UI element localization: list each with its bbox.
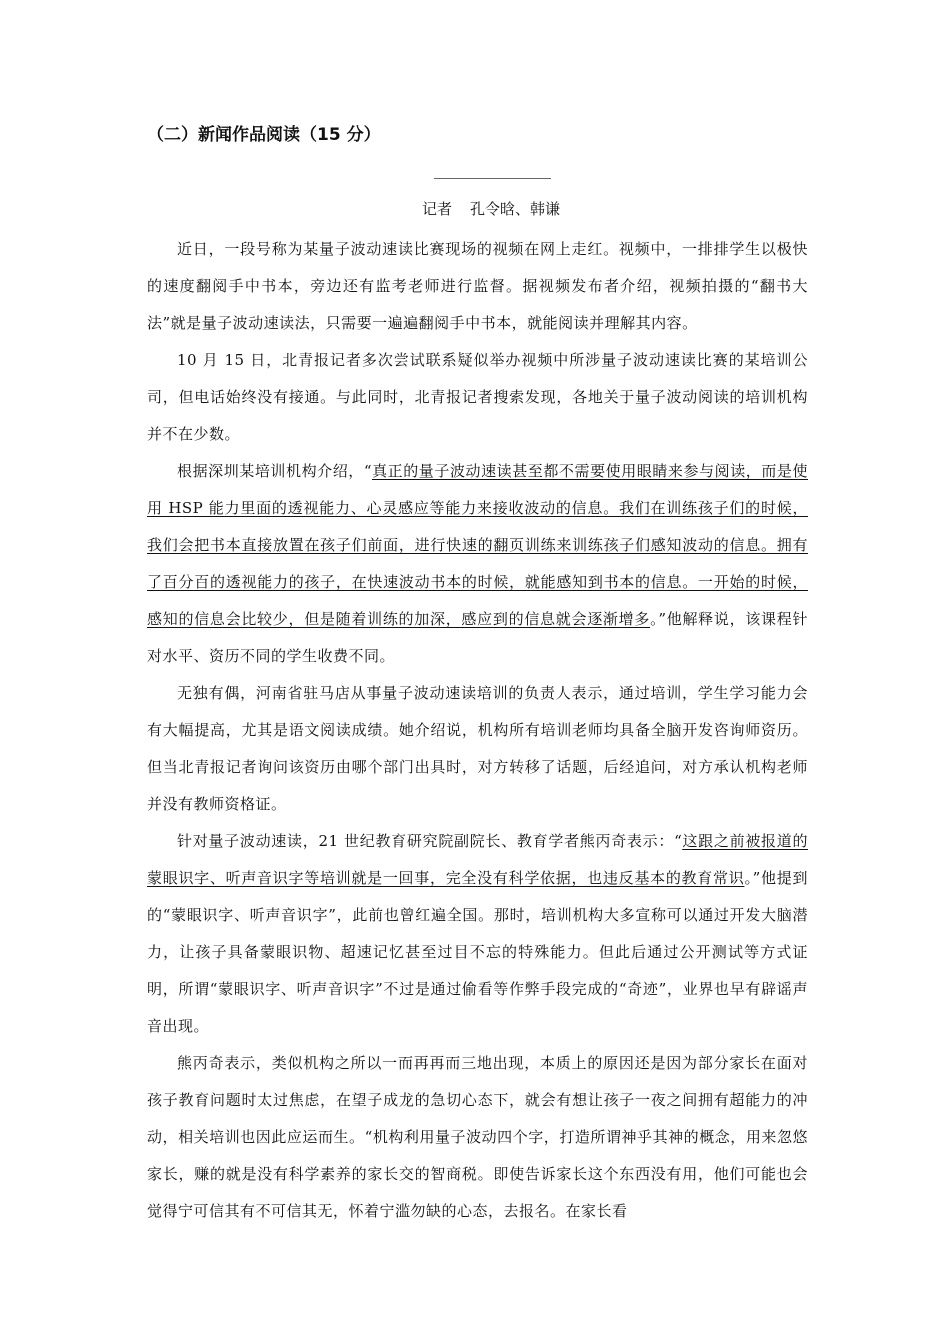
byline: [0, 195, 950, 223]
paragraph-5-lead: 针对量子波动速读，21 世纪教育研究院副院长、教育学者熊丙奇表示：“: [177, 832, 683, 850]
byline-names: 孔令晗、韩谦: [470, 200, 561, 218]
paragraph-3-lead: 根据深圳某培训机构介绍，“: [177, 462, 373, 480]
paragraph-3-tail: 。”他解释说，该课程针对水平、资历不同的学生收费不同。: [147, 610, 808, 665]
paragraph-2: 10 月 15 日，北青报记者多次尝试联系疑似举办视频中所涉量子波动速读比赛的某培训公司，但电话始终没有接通。与此同时，北青报记者搜索发现，各地关于量子波动阅读的培训机构并不在少数。: [147, 351, 808, 443]
underlined-quote-1: 真正的量子波动速读甚至都不需要使用眼睛来参与阅读，而是使用 HSP 能力里面的透视能力、心灵感应等能力来接收波动的信息。我们在训练孩子们的时候，我们会把书本直接放置在孩子们前面，进行快速的翻页训练来训练孩子们感知波动的信息。拥有了百分百的透视能力的孩子，在快速波动书本的时候，就能感知到书本的信息。一开始的时候，感知的信息会比较少，但是随着训练的加深，感应到的信息就会逐渐增多: [147, 462, 808, 628]
paragraph-4: 无独有偶，河南省驻马店从事量子波动速读培训的负责人表示，通过培训，学生学习能力会有大幅提高，尤其是语文阅读成绩。她介绍说，机构所有培训老师均具备全脑开发咨询师资历。但当北青报记者询问该资历由哪个部门出具时，对方转移了话题，后经追问，对方承认机构老师并没有教师资格证。: [147, 684, 808, 813]
section-title: （二）新闻作品阅读（15 分）: [147, 125, 381, 145]
title-blank-line: [434, 178, 551, 179]
byline-role: 记者: [421, 200, 452, 218]
paragraph-1: 近日，一段号称为某量子波动速读比赛现场的视频在网上走红。视频中，一排排学生以极快的速度翻阅手中书本，旁边还有监考老师进行监督。据视频发布者介绍，视频拍摄的“翻书大法”就是量子波动速读法，只需要一遍遍翻阅手中书本，就能阅读并理解其内容。: [147, 240, 808, 332]
paragraph-3: [147, 453, 808, 675]
paragraph-6: 熊丙奇表示，类似机构之所以一而再再而三地出现，本质上的原因还是因为部分家长在面对孩子教育问题时太过焦虑，在望子成龙的急切心态下，就会有想让孩子一夜之间拥有超能力的冲动，相关培训也因此应运而生。“机构利用量子波动四个字，打造所谓神乎其神的概念，用来忽悠家长，赚的就是没有科学素养的家长交的智商税。即使告诉家长这个东西没有用，他们可能也会觉得宁可信其有不可信其无，怀着宁滥勿缺的心态，去报名。在家长看: [147, 1054, 808, 1220]
article-body: [147, 231, 808, 1230]
paragraph-5-tail: 。”他提到的“蒙眼识字、听声音识字”，此前也曾红遍全国。那时，培训机构大多宣称可以通过开发大脑潜力，让孩子具备蒙眼识物、超速记忆甚至过目不忘的特殊能力。但此后通过公开测试等方式证明，所谓“蒙眼识字、听声音识字”不过是通过偷看等作弊手段完成的“奇迹”，业界也早有辟谣声音出现。: [147, 869, 808, 1035]
paragraph-5: [147, 823, 808, 1045]
underlined-quote-2: 这跟之前被报道的蒙眼识字、听声音识字等培训就是一回事，完全没有科学依据，也违反基本的教育常识: [147, 832, 808, 887]
